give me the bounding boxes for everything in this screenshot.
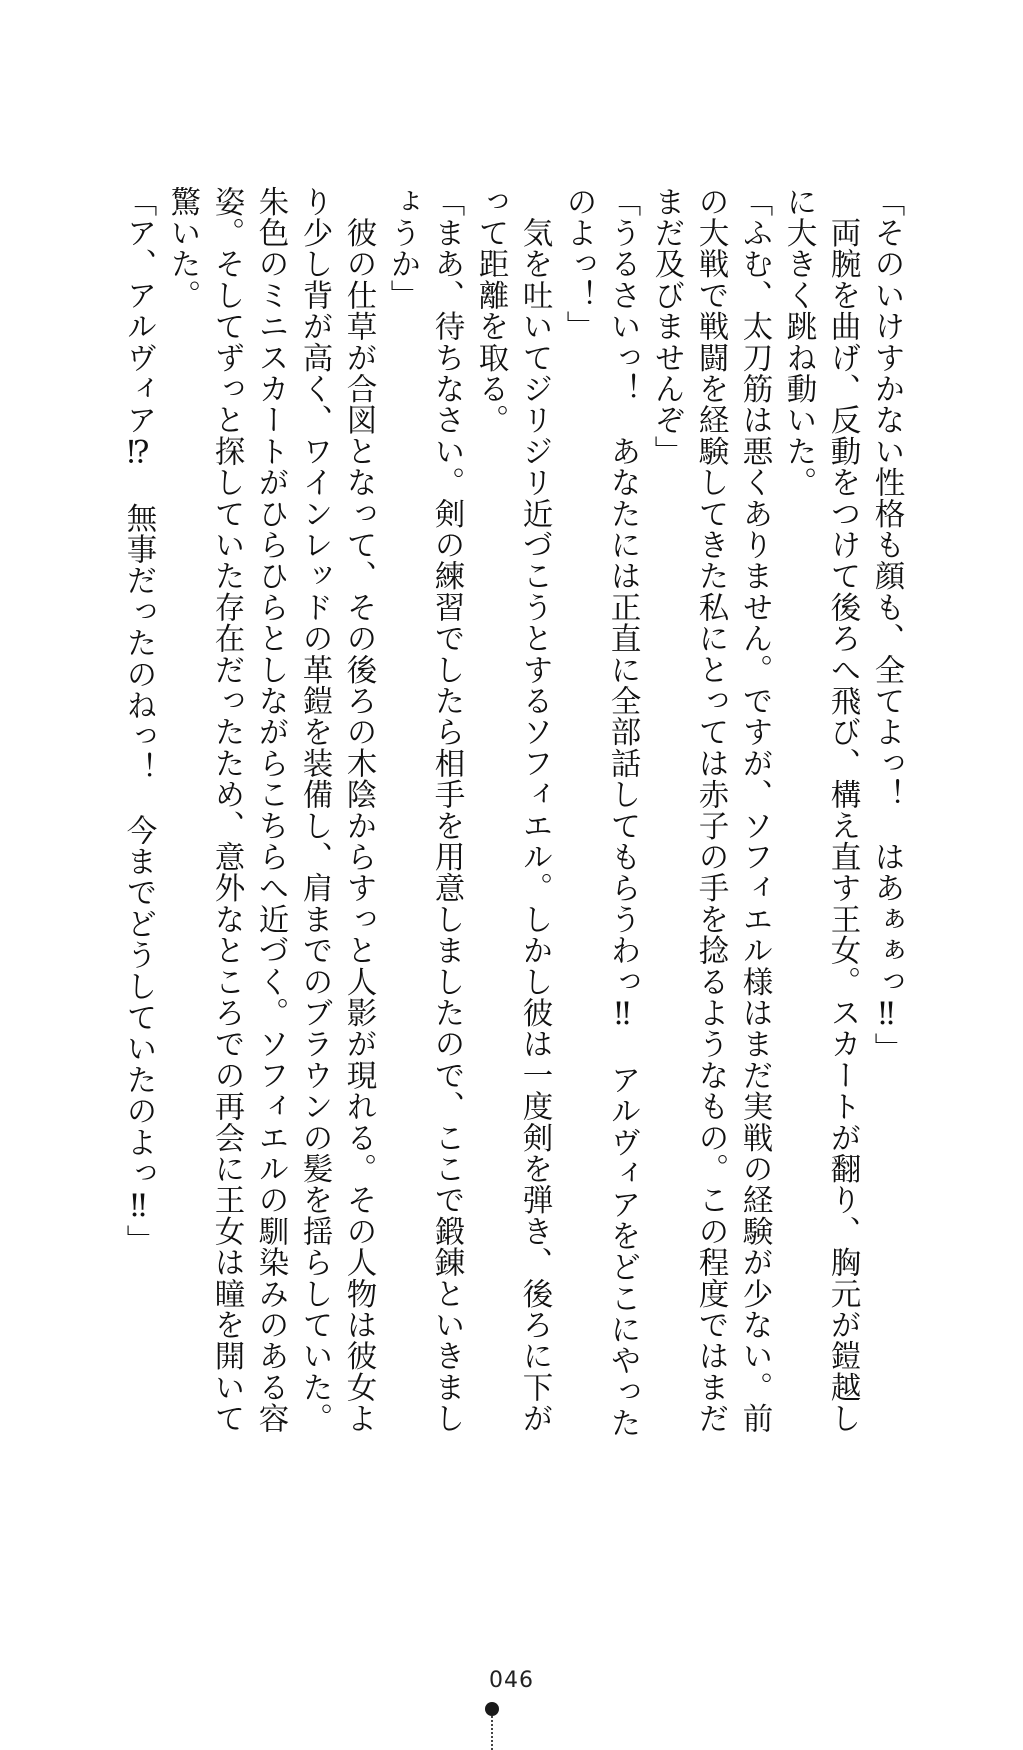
page-marker-dotted-line	[491, 1716, 493, 1750]
text-line: 驚いた。	[165, 186, 200, 311]
text-line: 「まあ、待ちなさい。剣の練習でしたら相手を用意しましたので、ここで鍛錬といきまし	[429, 186, 464, 1434]
text-line: り少し背が高く、ワインレッドの革鎧を装備し、肩までのブラウンの髪を揺らしていた。	[297, 186, 332, 1434]
text-line: に大きく跳ね動いた。	[781, 186, 816, 498]
text-line: 「うるさいっ！ あなたには正直に全部話してもらうわっ‼ アルヴィアをどこにやった	[605, 186, 640, 1439]
text-line: 彼の仕草が合図となって、その後ろの木陰からすっと人影が現れる。その人物は彼女よ	[341, 186, 376, 1434]
text-line: の大戦で戦闘を経験してきた私にとっては赤子の手を捻るようなもの。この程度ではまだ	[693, 186, 728, 1434]
text-line: 「ア、アルヴィア⁉ 無事だったのねっ！ 今までどうしていたのよっ‼」	[121, 186, 156, 1256]
text-line: まだ及びませんぞ」	[649, 186, 684, 467]
text-line: 両腕を曲げ、反動をつけて後ろへ飛び、構え直す王女。スカートが翻り、胸元が鎧越し	[825, 186, 860, 1434]
text-line: のよっ！」	[561, 186, 596, 342]
page-marker-dot-icon	[485, 1702, 499, 1716]
page-number: 046	[489, 1668, 534, 1693]
text-line: 姿。そしてずっと探していた存在だったため、意外なところでの再会に王女は瞳を開いて	[209, 186, 244, 1434]
text-line: って距離を取る。	[473, 186, 508, 436]
text-line: 朱色のミニスカートがひらひらとしながらこちらへ近づく。ソフィエルの馴染みのある容	[253, 186, 288, 1434]
text-line: 「そのいけすかない性格も顔も、全てよっ！ はあぁぁっ‼」	[869, 186, 904, 1065]
text-line: ょうか」	[385, 186, 420, 311]
vertical-text-block	[118, 186, 908, 1476]
text-line: 「ふむ、太刀筋は悪くありません。ですが、ソフィエル様はまだ実戦の経験が少ない。前	[737, 186, 772, 1434]
text-line: 気を吐いてジリジリ近づこうとするソフィエル。しかし彼は一度剣を弾き、後ろに下が	[517, 186, 552, 1434]
